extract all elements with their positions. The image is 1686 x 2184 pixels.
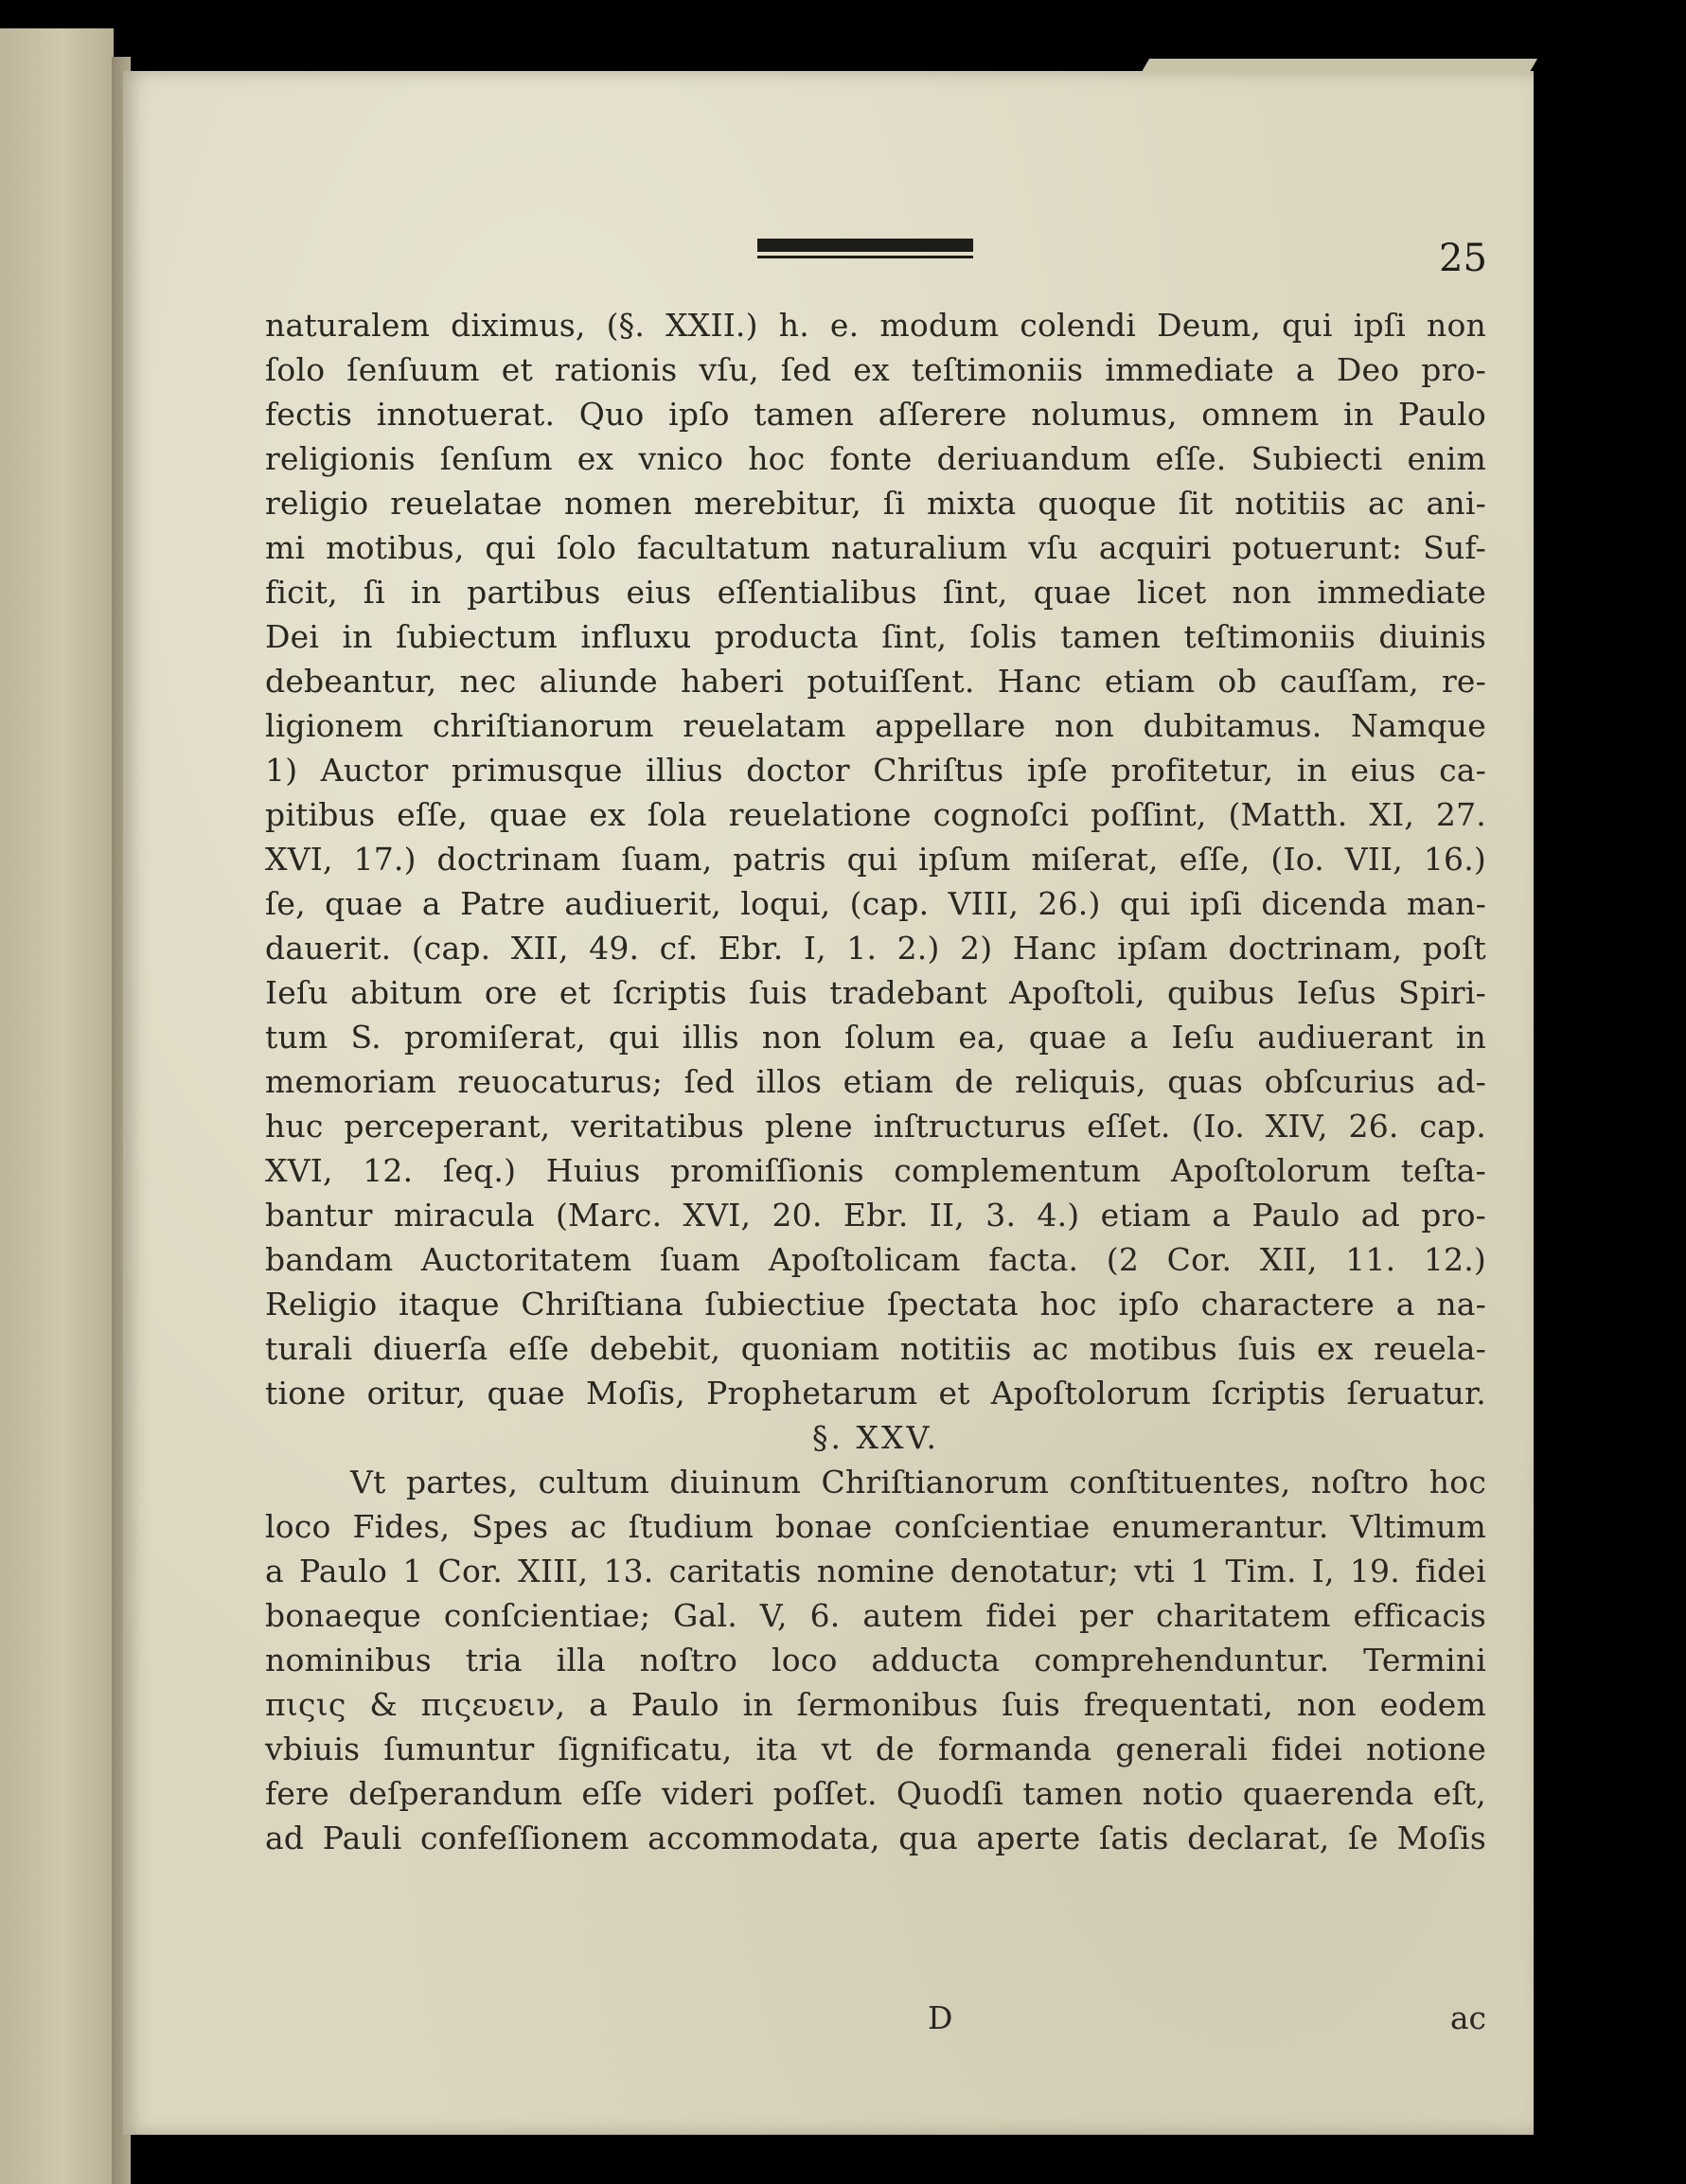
page-edge-strip [1142,59,1537,72]
text-line: ficit, ſi in partibus eius eſſentialibus ſint, quae licet non immediate [265,574,1486,611]
text-line: nominibus tria illa noſtro loco adducta comprehenduntur. Termini [265,1642,1486,1678]
text-line: Religio itaque Chriſtiana ſubiectiue ſpectata hoc ipſo charactere a na- [265,1286,1486,1323]
text-line: fere deſperandum eſſe videri poſſet. Quodſi tamen notio quaerenda eſt, [265,1775,1486,1812]
text-line: huc perceperant, veritatibus plene inſtructurus eſſet. (Io. XIV, 26. cap. [265,1108,1486,1145]
body-text [265,303,1486,1860]
text-line: ligionem chriſtianorum reuelatam appellare non dubitamus. Namque [265,707,1486,744]
text-line: vbiuis ſumuntur ſignificatu, ita vt de formanda generali fidei notione [265,1731,1486,1767]
text-line: naturalem diximus, (§. XXII.) h. e. modum colendi Deum, qui ipſi non [265,307,1486,344]
header-ornament-rule [757,239,973,252]
text-line: memoriam reuocaturus; ſed illos etiam de reliquis, quas obſcurius ad- [265,1063,1486,1100]
section-heading: §. XXV. [811,1419,940,1456]
text-line: XVI, 17.) doctrinam ſuam, patris qui ipſum miſerat, eſſe, (Io. VII, 16.) [265,841,1486,878]
text-line: 1) Auctor primusque illius doctor Chriſtus ipſe profitetur, in eius ca- [265,752,1486,789]
text-line: ſolo ſenſuum et rationis vſu, ſed ex teſtimoniis immediate a Deo pro- [265,351,1486,388]
page-footer [265,1999,1486,2044]
text-line: loco Fides, Spes ac ſtudium bonae conſcientiae enumerantur. Vltimum [265,1508,1486,1545]
text-line: bandam Auctoritatem ſuam Apoſtolicam facta. (2 Cor. XII, 11. 12.) [265,1241,1486,1278]
text-line: religionis ſenſum ex vnico hoc fonte deriuandum eſſe. Subiecti enim [265,440,1486,477]
text-line: bonaeque conſcientiae; Gal. V, 6. autem fidei per charitatem efficacis [265,1597,1486,1634]
text-line: a Paulo 1 Cor. XIII, 13. caritatis nomine denotatur; vti 1 Tim. I, 19. fidei [265,1553,1486,1589]
text-line: Dei in ſubiectum influxu producta ſint, ſolis tamen teſtimoniis diuinis [265,618,1486,655]
page-number: 25 [1439,237,1487,280]
text-line: mi motibus, qui ſolo facultatum naturalium vſu acquiri potuerunt: Suf- [265,529,1486,566]
facing-page-edge [0,28,114,2184]
text-line: debeantur, nec aliunde haberi potuiſſent. Hanc etiam ob cauſſam, re- [265,663,1486,700]
text-line: ad Pauli confeſſionem accommodata, qua aperte ſatis declarat, ſe Moſis [265,1820,1486,1856]
text-line: XVI, 12. ſeq.) Huius promiſſionis complementum Apoſtolorum teſta- [265,1152,1486,1189]
text-line: ſe, quae a Patre audiuerit, loqui, (cap. VIII, 26.) qui ipſi dicenda man- [265,885,1486,922]
header-ornament-rule-thin [757,256,973,258]
text-line: tum S. promiſerat, qui illis non ſolum ea, quae a Ieſu audiuerant in [265,1019,1486,1056]
text-line: Ieſu abitum ore et ſcriptis ſuis tradebant Apoſtoli, quibus Ieſus Spiri- [265,974,1486,1011]
text-line: tione oritur, quae Moſis, Prophetarum et Apoſtolorum ſcriptis ſeruatur. [265,1375,1486,1412]
text-line: Vt partes, cultum diuinum Chriſtianorum conſtituentes, noſtro hoc [350,1464,1486,1500]
text-line: dauerit. (cap. XII, 49. cf. Ebr. I, 1. 2.) 2) Hanc ipſam doctrinam, poſt [265,930,1486,967]
text-line: bantur miracula (Marc. XVI, 20. Ebr. II, 3. 4.) etiam a Paulo ad pro- [265,1197,1486,1234]
signature-mark: D [928,1999,953,2036]
text-line: turali diuerſa eſſe debebit, quoniam notitiis ac motibus ſuis ex reuela- [265,1330,1486,1367]
text-line: πιςις & πιςευειν, a Paulo in ſermonibus ſuis frequentati, non eodem [265,1686,1486,1723]
text-line: pitibus eſſe, quae ex ſola reuelatione cognoſci poſſint, (Matth. XI, 27. [265,796,1486,833]
text-line: religio reuelatae nomen merebitur, ſi mixta quoque ſit notitiis ac ani- [265,485,1486,522]
text-line: fectis innotuerat. Quo ipſo tamen aſſerere nolumus, omnem in Paulo [265,396,1486,433]
catchword: ac [1449,1999,1486,2036]
